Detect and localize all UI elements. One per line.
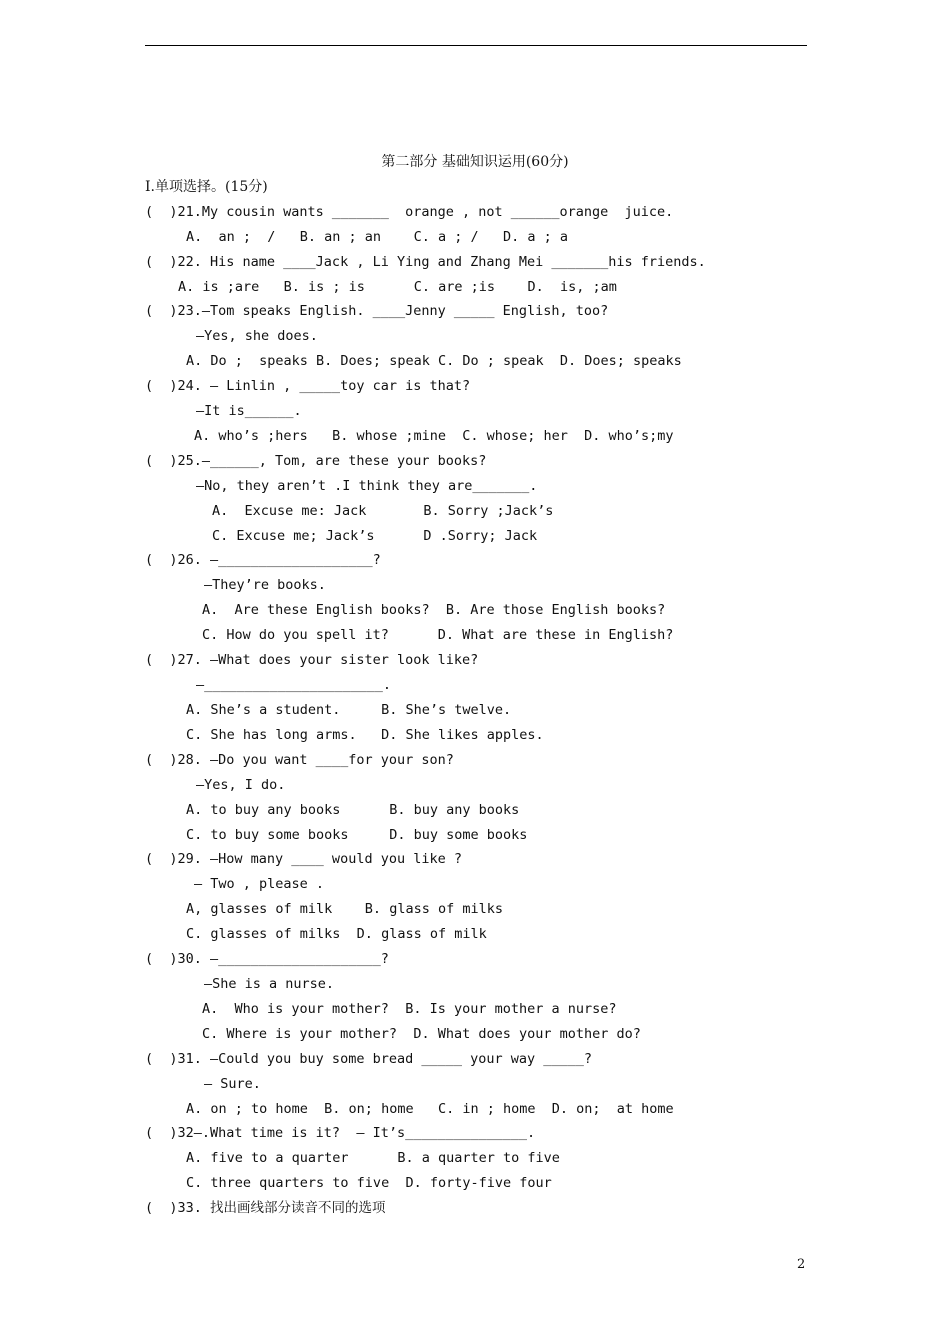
answer-line: C. three quarters to five D. forty-five four (186, 1175, 552, 1191)
question-line: ( )29. —How many ____ would you like ? (145, 851, 462, 867)
answer-line: A. to buy any books B. buy any books (186, 802, 520, 818)
answer-line: C. How do you spell it? D. What are these in English? (202, 627, 674, 643)
answer-line: C. Excuse me; Jack’s D .Sorry; Jack (212, 528, 538, 544)
answer-line: —______________________. (196, 677, 392, 693)
question-line: ( )26. —___________________? (145, 552, 381, 568)
answer-line: C. Where is your mother? D. What does your mother do? (202, 1026, 641, 1042)
answer-line: A, glasses of milk B. glass of milks (186, 901, 503, 917)
answer-line: A. Who is your mother? B. Is your mother a nurse? (202, 1001, 617, 1017)
question-line: ( )32—.What time is it? — It’s_______________. (145, 1125, 536, 1141)
answer-line: — Two , please . (194, 876, 325, 892)
question-line: ( )31. —Could you buy some bread _____ your way _____? (145, 1051, 593, 1067)
header-rule (145, 45, 807, 46)
page-number: 2 (797, 1257, 806, 1272)
answer-line: A. Excuse me: Jack B. Sorry ;Jack’s (212, 503, 554, 519)
answer-line: —It is______. (196, 403, 302, 419)
answer-line: C. glasses of milks D. glass of milk (186, 926, 487, 942)
question-line: ( )25.—______, Tom, are these your books? (145, 453, 487, 469)
answer-line: A. on ; to home B. on; home C. in ; home D. on; at home (186, 1101, 674, 1117)
answer-line: —No, they aren’t .I think they are_______. (196, 478, 538, 494)
question-line: ( )24. — Linlin , _____toy car is that? (145, 378, 471, 394)
question-line: ( )21.My cousin wants _______ orange , not ______orange juice. (145, 204, 674, 220)
question-line: ( )33. 找出画线部分读音不同的选项 (145, 1200, 386, 1216)
part-heading: 第二部分 基础知识运用(60分) (381, 154, 569, 170)
answer-line: A. who’s ;hers B. whose ;mine C. whose; her D. who’s;my (194, 428, 674, 444)
question-line: ( )27. —What does your sister look like? (145, 652, 479, 668)
answer-line: —Yes, she does. (196, 328, 318, 344)
answer-line: C. She has long arms. D. She likes apples. (186, 727, 544, 743)
question-line: ( )28. —Do you want ____for your son? (145, 752, 454, 768)
answer-line: A. an ; / B. an ; an C. a ; / D. a ; a (186, 229, 569, 245)
answer-line: A. Are these English books? B. Are those English books? (202, 602, 666, 618)
question-line: ( )22. His name ____Jack , Li Ying and Zhang Mei _______his friends. (145, 254, 706, 270)
answer-line: A. is ;are B. is ; is C. are ;is D. is, ;am (178, 279, 617, 295)
answer-line: —She is a nurse. (204, 976, 335, 992)
answer-line: A. Do ; speaks B. Does; speak C. Do ; speak D. Does; speaks (186, 353, 682, 369)
answer-line: C. to buy some books D. buy some books (186, 827, 528, 843)
answer-line: A. five to a quarter B. a quarter to five (186, 1150, 560, 1166)
answer-line: — Sure. (204, 1076, 261, 1092)
answer-line: —Yes, I do. (196, 777, 286, 793)
answer-line: A. She’s a student. B. She’s twelve. (186, 702, 512, 718)
question-line: ( )23.—Tom speaks English. ____Jenny _____ English, too? (145, 303, 609, 319)
question-line: ( )30. —____________________? (145, 951, 389, 967)
answer-line: —They’re books. (204, 577, 326, 593)
section-title: Ⅰ.单项选择。(15分) (145, 179, 268, 195)
